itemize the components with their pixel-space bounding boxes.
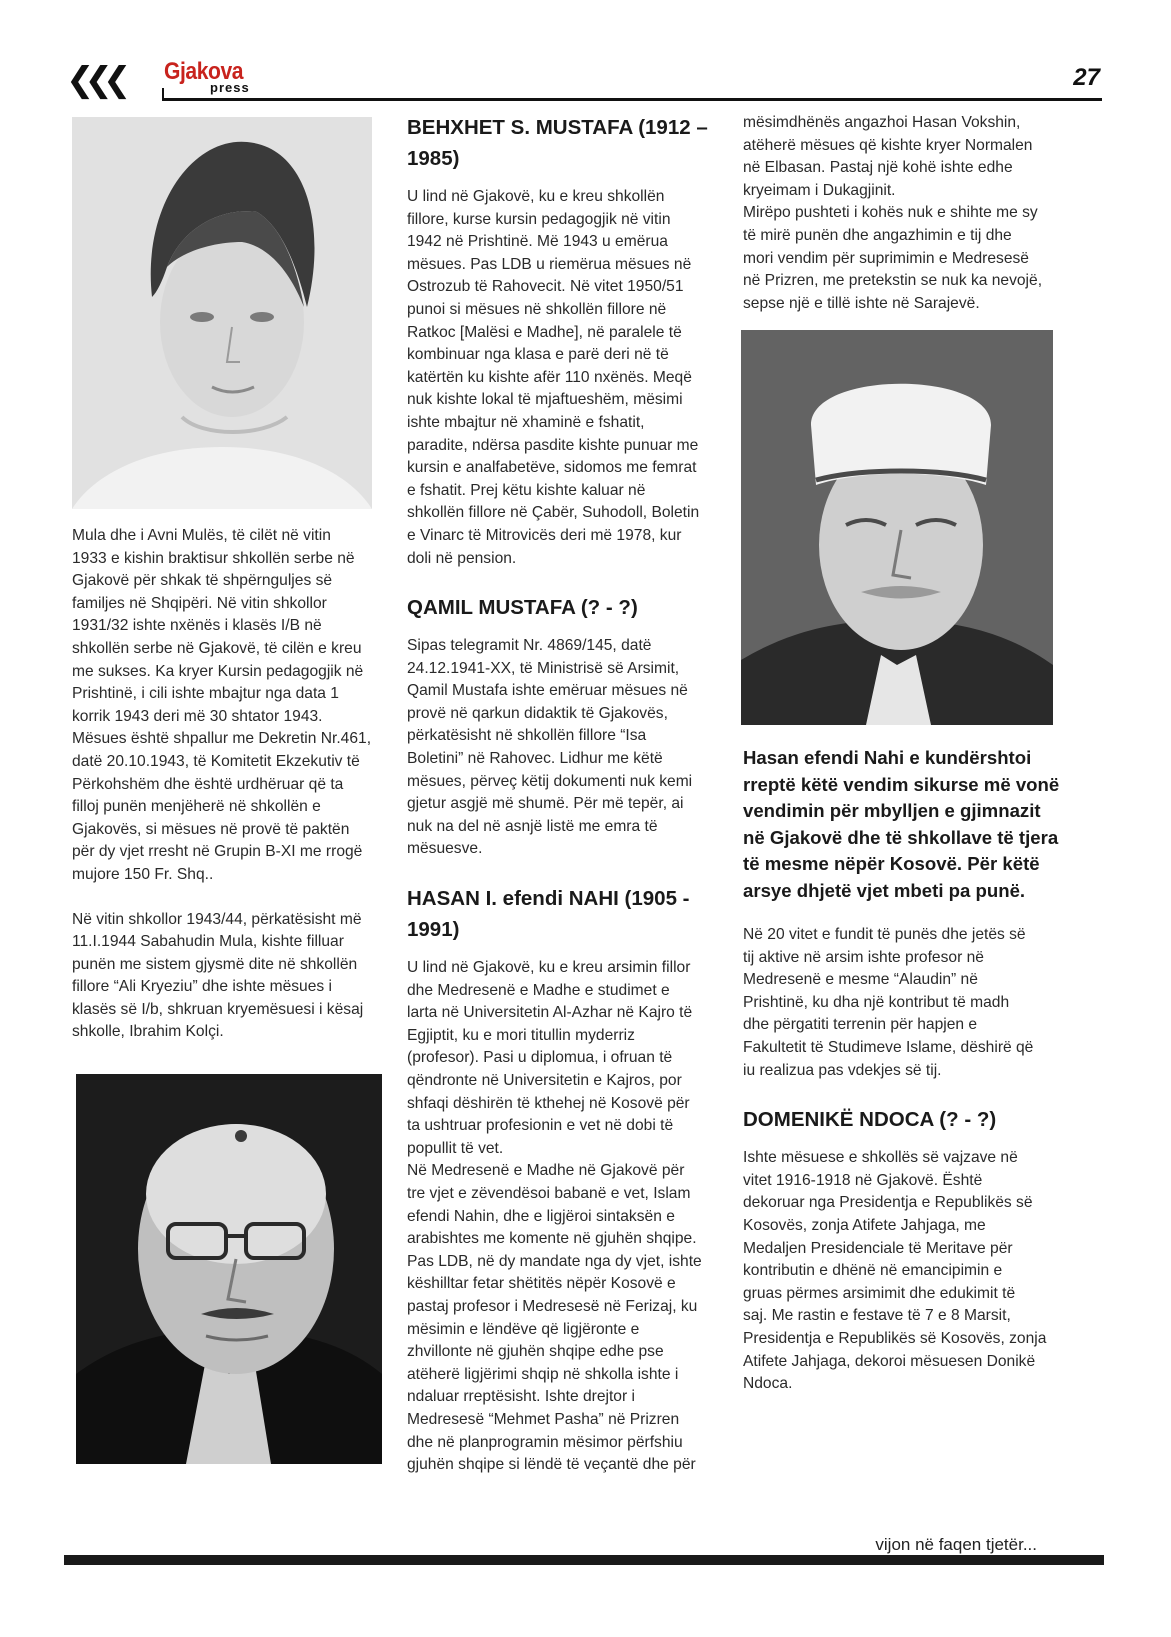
- paragraph: Mula dhe i Avni Mulës, të cilët në vitin 1933 e kishin braktisur shkollën serbe në Gjakovë për shkak të shpërnguljes së familjes në Shqipëri. Në vitin shkollor 1931/32 ishte nxënës i klasës I/B në shkollën serbe në Gjakovë, të cilën e kreu me sukses. Ka kryer Kursin pedagogjik në Prishtinë, i cili ishte mbajtur nga data 1 korrik 1943 deri më 30 shtator 1943. Mësues është shpallur me Dekretin Nr.461, datë 20.10.1943, të Komitetit Ekzekutiv të Përkohshëm dhe është urdhëruar që ta filloj punën menjëherë në shkollën e Gjakovës, si mësues në provë të paktën për dy vjet rresht në Grupin B-XI me rrogë mujore 150 Fr. Shq..: [72, 527, 372, 883]
- continued-note: vijon në faqen tjetër...: [875, 1535, 1037, 1554]
- footer-divider: [64, 1555, 1104, 1565]
- page-header: [62, 58, 1102, 100]
- publication-logo: [162, 58, 258, 96]
- header-divider: [162, 98, 1102, 101]
- portrait-photo-woman: [72, 117, 372, 509]
- portrait-photo-man-hat: [741, 330, 1053, 725]
- logo-name: Gjakova: [164, 58, 244, 85]
- portrait-photo-man-glasses: [76, 1074, 382, 1464]
- article-heading: BEHXHET S. MUSTAFA (1912 – 1985): [407, 116, 708, 170]
- highlighted-paragraph: Hasan efendi Nahi e kundërshtoi rreptë këtë vendim sikurse më vonë vendimin për mbylljen e gjimnazit në Gjakovë dhe të shkollave të tjera të mesme nëpër Kosovë. Për këtë arsye dhjetë vjet mbeti pa punë.: [743, 747, 1060, 901]
- paragraph: Sipas telegramit Nr. 4869/145, datë 24.12.1941-XX, të Ministrisë së Arsimit, Qamil Mustafa ishte emëruar mësues në provë në qarkun didaktik të Gjakovës, përkatësisht në shkollën fillore “Isa Boletini” në Rahovec. Lidhur me këtë mësues, përveç këtij dokumenti nuk kemi gjetur asgjë më shumë. Për më tepër, ai nuk na del në asnjë listë me emra të mësuesve.: [407, 637, 693, 858]
- column-3-text-bottom: [743, 745, 1073, 1396]
- column-3-text-top: [743, 112, 1073, 315]
- paragraph: Ishte mësuese e shkollës së vajzave në vitet 1916-1918 në Gjakovë. Është dekoruar nga Presidentja e Republikës së Kosovës, zonja Atifete Jahjaga, me Medaljen Presidenciale të Meritave për kontributin e dhënë në emancipimin e gruas përmes arsimimit dhe edukimit të saj. Me rastin e festave të 7 e 8 Marsit, Presidentja e Republikës së Kosovës, zonja Atifete Jahjaga, dekoroi mësuesen Donikë Ndoca.: [743, 1149, 1047, 1393]
- logo-subtitle: press: [210, 80, 250, 95]
- article-heading: HASAN I. efendi NAHI (1905 - 1991): [407, 887, 690, 942]
- article-heading: DOMENIKË NDOCA (? - ?): [743, 1108, 997, 1132]
- column-1-text: [72, 525, 392, 1044]
- paragraph: mësimdhënës angazhoi Hasan Vokshin, atëherë mësues që kishte kryer Normalen në Elbasan. Pastaj një kohë ishte edhe kryeimam i Dukagjinit. Mirëpo pushteti i kohës nuk e shihte me sy të mirë punën dhe angazhimin e tij dhe mori vendim për suprimimin e Medresesë në Prizren, me pretekstin se nuk ka nevojë, sepse një e tillë ishte në Sarajevë.: [743, 114, 1043, 312]
- paragraph: U lind në Gjakovë, ku e kreu arsimin fillor dhe Medresenë e Madhe e studimet e larta në Universitetin Al-Azhar në Kajro të Egjiptit, ku e mori titullin myderriz (profesor). Pasi u diplomua, i ofruan të qëndronte në Universitetin e Kajros, por shfaqi dëshirën të kthehej në Kosovë për ta ushtruar profesionin e vet në dobi të popullit të vet. Në Medresenë e Madhe në Gjakovë për tre vjet e zëvendësoi babanë e vet, Islam efendi Nahin, dhe e ligjëroi sintaksën e arabishtes me komente në gjuhën shqipe. Pas LDB, në dy mandate nga dy vjet, ishte këshilltar fetar shëtitës nëpër Kosovë e pastaj profesor i Medresesë në Ferizaj, ku mësimin e lëndëve që ligjëronte e zhvillonte në gjuhën shqipe edhe pse atëherë ligjërimi shqip në shkolla ishte i ndaluar rreptësisht. Ishte drejtor i Medresesë “Mehmet Pasha” në Prizren dhe në planprogramin mësimor përfshiu gjuhën shqipe si lëndë të veçantë dhe për: [407, 959, 702, 1474]
- page-number: 27: [1073, 64, 1100, 91]
- paragraph: Në 20 vitet e fundit të punës dhe jetës së tij aktive në arsim ishte profesor në Medresenë e mesme “Alaudin” në Prishtinë, ku dha një kontribut të madh dhe përgatiti terrenin për hapjen e Fakultetit të Studimeve Islame, dëshirë që iu realizua pas vdekjes së tij.: [743, 926, 1034, 1079]
- article-heading: QAMIL MUSTAFA (? - ?): [407, 596, 638, 620]
- paragraph: Në vitin shkollor 1943/44, përkatësisht më 11.I.1944 Sabahudin Mula, kishte filluar punën me sistem gjysmë dite në shkollën fillore “Ali Kryeziu” dhe ishte mësues i klasës së I/b, shkruan kryemësuesi i kësaj shkolle, Ibrahim Kolçi.: [72, 910, 364, 1041]
- column-2-text: [407, 112, 729, 1477]
- paragraph: U lind në Gjakovë, ku e kreu shkollën fillore, kurse kursin pedagogjik në vitin 1942 në Prishtinë. Më 1943 u emërua mësues. Pas LDB u riemërua mësues në Ostrozub të Rahovecit. Në vitet 1950/51 punoi si mësues në shkollën fillore në Ratkoc [Malësi e Madhe], në paralele të kombinuar nga klasa e parë deri në të katërtën ku kishte afër 110 nxënës. Meqë nuk kishte lokal të mjaftueshëm, mësimi ishte mbajtur në xhaminë e fshatit, paradite, ndërsa pasdite kishte punuar me kursin e analfabetëve, sidomos me femrat e fshatit. Prej këtu kishte kaluar në shkollën fillore në Çabër, Suhodoll, Boletin e Vinarc të Mitrovicës deri më 1978, kur doli në pension.: [407, 188, 700, 567]
- chevron-left-icon: ❮❮❮: [66, 60, 122, 100]
